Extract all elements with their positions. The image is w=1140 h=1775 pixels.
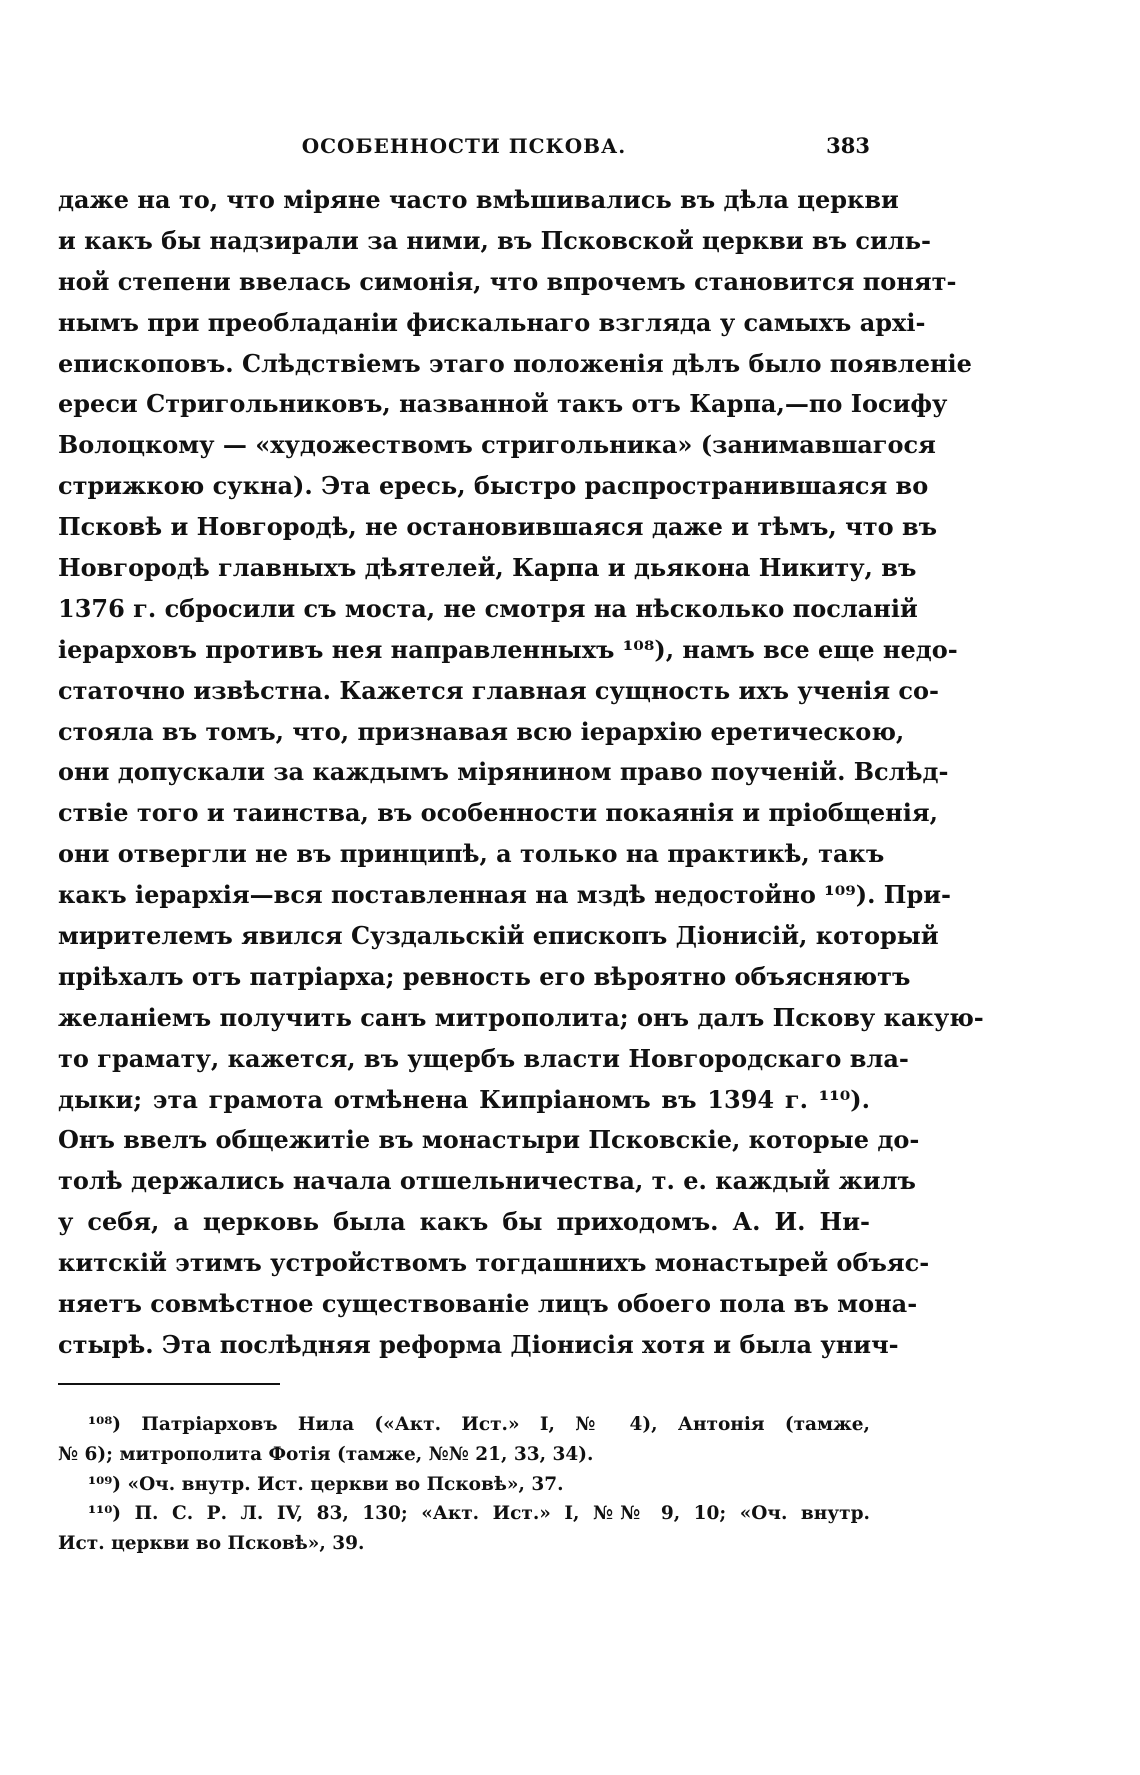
text-line: толѣ держались начала отшельничества, т. е. каждый жилъ [58,1166,916,1196]
text-line: Волоцкому — «художествомъ стригольника» (занимавшагося [58,430,936,460]
text-line: стрижкою сукна). Эта ересь, быстро распространившаяся во [58,471,929,501]
text-line: то грамату, кажется, въ ущербъ власти Новгородскаго вла- [58,1043,909,1073]
text-line: ереси Стригольниковъ, названной такъ отъ Карпа,—по Іосифу [58,389,948,419]
text-line: пріѣхалъ отъ патріарха; ревность его вѣроятно объясняютъ [58,961,911,991]
text-line: какъ іерархія—вся поставленная на мздѣ недостойно ¹⁰⁹). При- [58,880,951,910]
text-line: няетъ совмѣстное существованіе лицъ обоего пола въ мона- [58,1289,918,1319]
text-line: стояла въ томъ, что, признавая всю іерархію еретическою, [58,716,905,746]
body-text [58,180,984,1366]
footnote-line: Ист. церкви во Псковѣ», 39. [58,1533,365,1555]
text-line: даже на то, что міряне часто вмѣшивались въ дѣла церкви [58,185,899,214]
footnotes [58,1410,870,1559]
text-line: епископовъ. Слѣдствіемъ этаго положенія дѣлъ было появленіе [58,348,972,378]
text-line: Онъ ввелъ общежитіе въ монастыри Псковскіе, которые до- [58,1125,920,1155]
text-line: китскій этимъ устройствомъ тогдашнихъ монастырей объяс- [58,1248,930,1278]
text-line: статочно извѣстна. Кажется главная сущность ихъ ученія со- [58,675,939,705]
text-line: желаніемъ получить санъ митрополита; онъ далъ Пскову какую- [58,1002,984,1032]
running-title: ОСОБЕННОСТИ ПСКОВА. [301,134,627,158]
running-header [58,130,870,162]
text-line: стырѣ. Эта послѣдняя реформа Діонисія хотя и была унич- [58,1329,899,1359]
page-number: 383 [826,133,870,158]
text-line: 1376 г. сбросили съ моста, не смотря на нѣсколько посланій [58,593,918,623]
text-line: нымъ при преобладаніи фискальнаго взгляда у самыхъ архі- [58,307,926,337]
text-line: Псковѣ и Новгородѣ, не остановившаяся даже и тѣмъ, что въ [58,512,938,542]
footnote-line: № 6); митрополита Фотія (тамже, №№ 21, 33, 34). [58,1443,594,1465]
footnote-line: ¹¹⁰) П. С. Р. Л. IV, 83, 130; «Акт. Ист.» I, №№ 9, 10; «Оч. внутр. [88,1503,870,1525]
text-line: ствіе того и таинства, въ особенности покаянія и пріобщенія, [58,798,938,828]
text-line: мирителемъ явился Суздальскій епископъ Діонисій, который [58,921,939,951]
text-line: они допускали за каждымъ мірянином право поученій. Вслѣд- [58,757,949,787]
text-line: ной степени ввелась симонія, что впрочемъ становится понят- [58,266,957,296]
text-line: они отвергли не въ принципѣ, а только на практикѣ, такъ [58,839,885,869]
text-line: и какъ бы надзирали за ними, въ Псковской церкви въ силь- [58,225,931,255]
footnote-line: ¹⁰⁸) Патріарховъ Нила («Акт. Ист.» I, № 4), Антонія (тамже, [88,1414,870,1435]
footnote-line: ¹⁰⁹) «Оч. внутр. Ист. церкви во Псковѣ», 37. [88,1473,564,1495]
text-line: іерарховъ противъ нея направленныхъ ¹⁰⁸), намъ все еще недо- [58,634,958,664]
text-line: у себя, а церковь была какъ бы приходомъ. А. И. Ни- [58,1207,870,1237]
text-line: дыки; эта грамота отмѣнена Кипріаномъ въ 1394 г. ¹¹⁰). [58,1084,870,1114]
footnote-separator [58,1383,280,1385]
text-line: Новгородѣ главныхъ дѣятелей, Карпа и дьякона Никиту, въ [58,553,917,583]
